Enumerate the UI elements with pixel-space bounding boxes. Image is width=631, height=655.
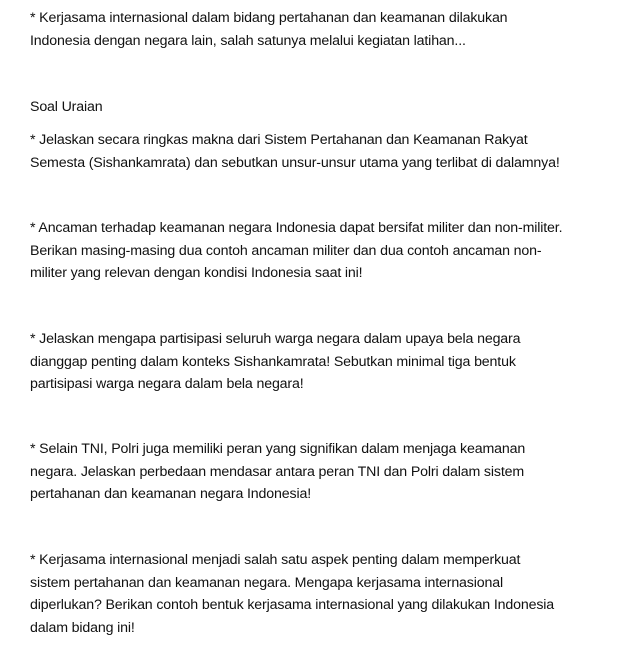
question-line: * Kerjasama internasional menjadi salah satu aspek penting dalam memperkuat <box>30 552 521 568</box>
question-line: negara. Jelaskan perbedaan mendasar antara peran TNI dan Polri dalam sistem <box>30 463 525 480</box>
question-line: dianggap penting dalam konteks Sishankamrata! Sebutkan minimal tiga bentuk <box>30 353 516 370</box>
intro-line: * Kerjasama internasional dalam bidang pertahanan dan keamanan dilakukan <box>30 10 508 26</box>
question-4 <box>30 438 630 506</box>
question-line: diperlukan? Berikan contoh bentuk kerjasama internasional yang dilakukan Indonesia <box>30 597 555 613</box>
question-line: militer yang relevan dengan kondisi Indonesia saat ini! <box>30 265 363 281</box>
question-line: sistem pertahanan dan keamanan negara. Mengapa kerjasama internasional <box>30 574 503 591</box>
question-3 <box>30 328 630 396</box>
question-line: pertahanan dan keamanan negara Indonesia! <box>30 486 311 502</box>
question-line: * Ancaman terhadap keamanan negara Indonesia dapat bersifat militer dan non-militer. <box>30 220 563 236</box>
question-line: * Selain TNI, Polri juga memiliki peran yang signifikan dalam menjaga keamanan <box>30 441 526 457</box>
question-5 <box>30 549 630 639</box>
question-line: * Jelaskan secara ringkas makna dari Sistem Pertahanan dan Keamanan Rakyat <box>30 132 528 148</box>
question-line: dalam bidang ini! <box>30 619 135 636</box>
question-line: partisipasi warga negara dalam bela negara! <box>30 376 304 392</box>
question-line: * Jelaskan mengapa partisipasi seluruh warga negara dalam upaya bela negara <box>30 331 521 347</box>
section-heading: Soal Uraian <box>30 99 103 115</box>
question-line: Berikan masing-masing dua contoh ancaman militer dan dua contoh ancaman non- <box>30 242 542 259</box>
question-line: Semesta (Sishankamrata) dan sebutkan unsur-unsur utama yang terlibat di dalamnya! <box>30 154 560 171</box>
intro-paragraph <box>30 7 630 52</box>
question-2 <box>30 217 630 285</box>
question-1 <box>30 129 630 174</box>
intro-line: Indonesia dengan negara lain, salah satunya melalui kegiatan latihan... <box>30 32 466 49</box>
